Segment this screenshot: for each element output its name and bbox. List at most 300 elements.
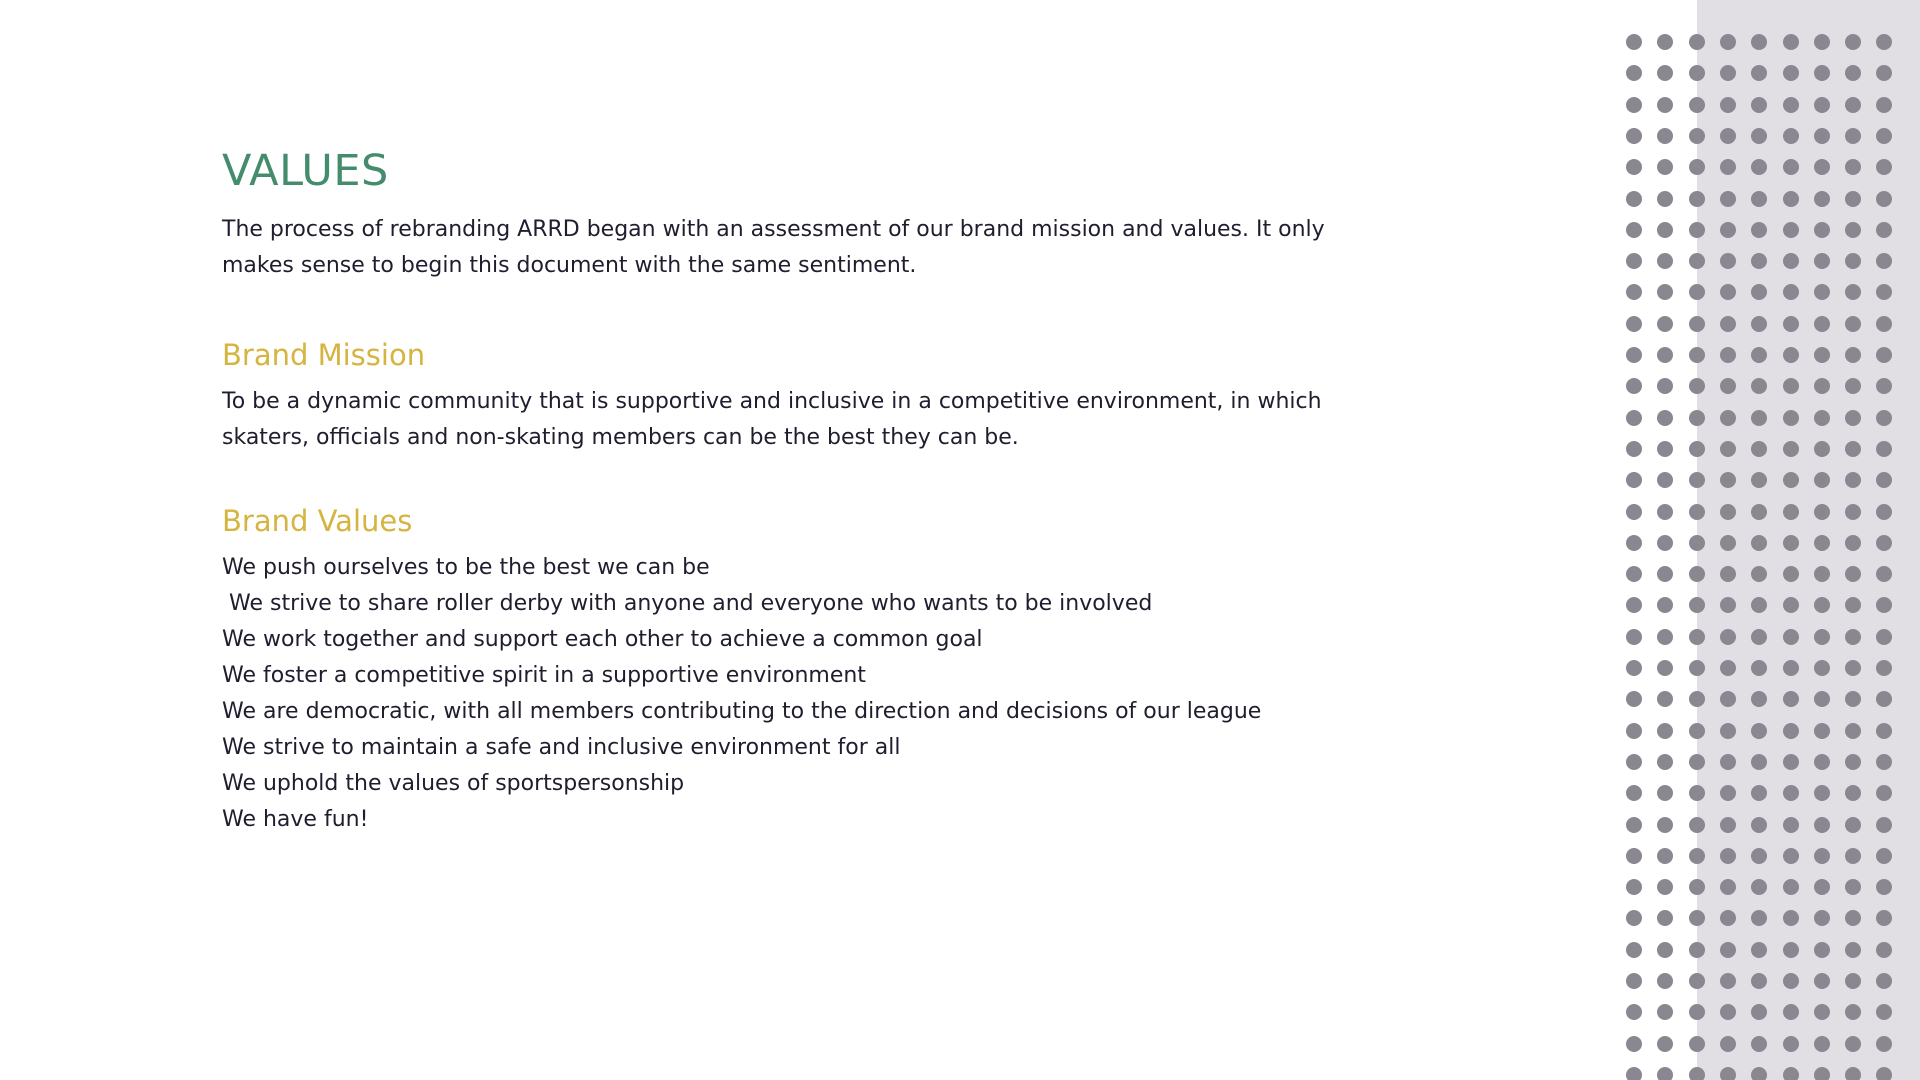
pattern-dot: [1720, 472, 1736, 488]
pattern-dot: [1783, 441, 1799, 457]
pattern-dot: [1751, 316, 1767, 332]
pattern-dot: [1814, 128, 1830, 144]
pattern-dot: [1720, 253, 1736, 269]
pattern-dot: [1657, 723, 1673, 739]
pattern-dot: [1876, 597, 1892, 613]
pattern-dot: [1876, 754, 1892, 770]
pattern-dot: [1689, 723, 1705, 739]
pattern-dot: [1876, 910, 1892, 926]
pattern-dot: [1626, 34, 1642, 50]
pattern-dot: [1657, 1004, 1673, 1020]
pattern-dot: [1626, 1036, 1642, 1052]
pattern-dot: [1626, 942, 1642, 958]
pattern-dot: [1814, 410, 1830, 426]
pattern-dot: [1751, 410, 1767, 426]
pattern-dot: [1814, 504, 1830, 520]
pattern-dot: [1845, 191, 1861, 207]
value-item: We uphold the values of sportspersonship: [222, 771, 685, 796]
pattern-dot: [1845, 754, 1861, 770]
pattern-dot: [1657, 128, 1673, 144]
pattern-dot: [1689, 97, 1705, 113]
pattern-dot: [1626, 410, 1642, 426]
pattern-dot: [1626, 504, 1642, 520]
pattern-dot: [1814, 785, 1830, 801]
pattern-dot: [1876, 723, 1892, 739]
pattern-dot: [1720, 316, 1736, 332]
pattern-dot: [1814, 159, 1830, 175]
pattern-dot: [1689, 378, 1705, 394]
pattern-dot: [1720, 629, 1736, 645]
pattern-dot: [1751, 34, 1767, 50]
pattern-dot: [1720, 128, 1736, 144]
pattern-dot: [1783, 1004, 1799, 1020]
pattern-dot: [1657, 660, 1673, 676]
pattern-dot: [1751, 191, 1767, 207]
pattern-dot: [1751, 723, 1767, 739]
pattern-dot: [1626, 378, 1642, 394]
pattern-dot: [1689, 65, 1705, 81]
pattern-dot: [1689, 316, 1705, 332]
pattern-dot: [1845, 535, 1861, 551]
pattern-dot: [1751, 1004, 1767, 1020]
pattern-dot: [1720, 97, 1736, 113]
page-title: VALUES: [222, 146, 389, 196]
pattern-dot: [1876, 817, 1892, 833]
pattern-dot: [1657, 378, 1673, 394]
pattern-dot: [1720, 535, 1736, 551]
pattern-dot: [1657, 754, 1673, 770]
pattern-dot: [1783, 973, 1799, 989]
pattern-dot: [1814, 34, 1830, 50]
pattern-dot: [1845, 222, 1861, 238]
pattern-dot: [1751, 1036, 1767, 1052]
pattern-dot: [1626, 817, 1642, 833]
pattern-dot: [1751, 159, 1767, 175]
pattern-dot: [1720, 817, 1736, 833]
pattern-dot: [1626, 723, 1642, 739]
pattern-dot: [1783, 410, 1799, 426]
pattern-dot: [1876, 1036, 1892, 1052]
pattern-dot: [1626, 222, 1642, 238]
pattern-dot: [1626, 879, 1642, 895]
pattern-dot: [1845, 34, 1861, 50]
pattern-dot: [1626, 629, 1642, 645]
pattern-dot: [1657, 316, 1673, 332]
pattern-dot: [1845, 410, 1861, 426]
pattern-dot: [1876, 378, 1892, 394]
pattern-dot: [1783, 253, 1799, 269]
pattern-dot: [1626, 597, 1642, 613]
pattern-dot: [1626, 284, 1642, 300]
pattern-dot: [1845, 1004, 1861, 1020]
pattern-dot: [1783, 378, 1799, 394]
pattern-dot: [1845, 566, 1861, 582]
pattern-dot: [1720, 754, 1736, 770]
pattern-dot: [1689, 222, 1705, 238]
pattern-dot: [1751, 848, 1767, 864]
pattern-dot: [1783, 1067, 1799, 1080]
pattern-dot: [1876, 942, 1892, 958]
pattern-dot: [1751, 378, 1767, 394]
pattern-dot: [1689, 629, 1705, 645]
pattern-dot: [1689, 472, 1705, 488]
pattern-dot: [1876, 128, 1892, 144]
pattern-dot: [1689, 691, 1705, 707]
pattern-dot: [1626, 535, 1642, 551]
pattern-dot: [1626, 441, 1642, 457]
pattern-dot: [1814, 879, 1830, 895]
pattern-dot: [1814, 973, 1830, 989]
pattern-dot: [1751, 128, 1767, 144]
pattern-dot: [1783, 347, 1799, 363]
pattern-dot: [1689, 441, 1705, 457]
pattern-dot: [1626, 159, 1642, 175]
pattern-dot: [1720, 378, 1736, 394]
pattern-dot: [1657, 817, 1673, 833]
pattern-dot: [1814, 1036, 1830, 1052]
pattern-dot: [1876, 629, 1892, 645]
pattern-dot: [1814, 1067, 1830, 1080]
pattern-dot: [1783, 754, 1799, 770]
pattern-dot: [1689, 848, 1705, 864]
pattern-dot: [1657, 284, 1673, 300]
pattern-dot: [1876, 284, 1892, 300]
pattern-dot: [1876, 34, 1892, 50]
value-item: We foster a competitive spirit in a supportive environment: [222, 663, 866, 688]
pattern-dot: [1876, 253, 1892, 269]
pattern-dot: [1751, 817, 1767, 833]
pattern-dot: [1751, 785, 1767, 801]
pattern-dot: [1751, 566, 1767, 582]
pattern-dot: [1751, 629, 1767, 645]
pattern-dot: [1814, 284, 1830, 300]
pattern-dot: [1845, 504, 1861, 520]
pattern-dot: [1783, 629, 1799, 645]
pattern-dot: [1876, 879, 1892, 895]
pattern-dot: [1720, 441, 1736, 457]
pattern-dot: [1783, 316, 1799, 332]
pattern-dot: [1689, 34, 1705, 50]
pattern-dot: [1876, 316, 1892, 332]
pattern-dot: [1814, 253, 1830, 269]
pattern-dot: [1720, 1036, 1736, 1052]
pattern-dot: [1657, 347, 1673, 363]
pattern-dot: [1689, 660, 1705, 676]
pattern-dot: [1657, 785, 1673, 801]
pattern-dot: [1845, 942, 1861, 958]
value-item: We have fun!: [222, 807, 369, 832]
pattern-dot: [1626, 973, 1642, 989]
pattern-dot: [1720, 942, 1736, 958]
pattern-dot: [1814, 535, 1830, 551]
pattern-dot: [1657, 942, 1673, 958]
pattern-dot: [1689, 1067, 1705, 1080]
pattern-dot: [1845, 472, 1861, 488]
pattern-dot: [1783, 159, 1799, 175]
brand-values-list: [222, 550, 1362, 838]
pattern-dot: [1845, 159, 1861, 175]
pattern-dot: [1689, 942, 1705, 958]
pattern-dot: [1876, 472, 1892, 488]
pattern-dot: [1626, 691, 1642, 707]
pattern-dot: [1845, 284, 1861, 300]
value-item: We strive to share roller derby with anyone and everyone who wants to be involved: [222, 591, 1153, 616]
pattern-dot: [1657, 159, 1673, 175]
pattern-dot: [1626, 253, 1642, 269]
pattern-dot: [1814, 65, 1830, 81]
pattern-dot: [1783, 597, 1799, 613]
pattern-dot: [1657, 1067, 1673, 1080]
pattern-dot: [1783, 472, 1799, 488]
pattern-dot: [1657, 1036, 1673, 1052]
pattern-dot: [1814, 316, 1830, 332]
pattern-dot: [1689, 973, 1705, 989]
pattern-dot: [1783, 785, 1799, 801]
value-item: We strive to maintain a safe and inclusive environment for all: [222, 735, 901, 760]
pattern-dot: [1814, 472, 1830, 488]
pattern-dot: [1783, 284, 1799, 300]
pattern-dot: [1783, 1036, 1799, 1052]
pattern-dot: [1720, 191, 1736, 207]
pattern-dot: [1783, 691, 1799, 707]
pattern-dot: [1751, 1067, 1767, 1080]
pattern-dot: [1876, 535, 1892, 551]
pattern-dot: [1657, 691, 1673, 707]
value-item: We push ourselves to be the best we can be: [222, 555, 710, 580]
pattern-dot: [1720, 1067, 1736, 1080]
pattern-dot: [1720, 410, 1736, 426]
pattern-dot: [1720, 660, 1736, 676]
pattern-dot: [1657, 34, 1673, 50]
pattern-dot: [1689, 410, 1705, 426]
pattern-dot: [1751, 879, 1767, 895]
pattern-dot: [1783, 222, 1799, 238]
pattern-dot: [1626, 1004, 1642, 1020]
pattern-dot: [1751, 754, 1767, 770]
pattern-dot: [1876, 410, 1892, 426]
dot-pattern: [1622, 0, 1920, 1080]
pattern-dot: [1783, 942, 1799, 958]
pattern-dot: [1657, 97, 1673, 113]
pattern-dot: [1814, 660, 1830, 676]
pattern-dot: [1657, 191, 1673, 207]
values-page-content: [222, 146, 1362, 838]
pattern-dot: [1845, 316, 1861, 332]
pattern-dot: [1657, 65, 1673, 81]
pattern-dot: [1689, 535, 1705, 551]
pattern-dot: [1876, 660, 1892, 676]
pattern-dot: [1845, 253, 1861, 269]
pattern-dot: [1876, 785, 1892, 801]
pattern-dot: [1783, 817, 1799, 833]
pattern-dot: [1751, 597, 1767, 613]
pattern-dot: [1689, 504, 1705, 520]
pattern-dot: [1751, 222, 1767, 238]
pattern-dot: [1783, 848, 1799, 864]
pattern-dot: [1689, 284, 1705, 300]
pattern-dot: [1689, 566, 1705, 582]
pattern-dot: [1657, 566, 1673, 582]
pattern-dot: [1720, 848, 1736, 864]
pattern-dot: [1876, 441, 1892, 457]
pattern-dot: [1876, 159, 1892, 175]
pattern-dot: [1814, 754, 1830, 770]
pattern-dot: [1751, 441, 1767, 457]
pattern-dot: [1689, 597, 1705, 613]
pattern-dot: [1720, 691, 1736, 707]
pattern-dot: [1876, 1067, 1892, 1080]
pattern-dot: [1845, 629, 1861, 645]
pattern-dot: [1626, 128, 1642, 144]
pattern-dot: [1783, 65, 1799, 81]
pattern-dot: [1783, 504, 1799, 520]
pattern-dot: [1814, 942, 1830, 958]
pattern-dot: [1626, 785, 1642, 801]
pattern-dot: [1814, 597, 1830, 613]
pattern-dot: [1720, 504, 1736, 520]
pattern-dot: [1845, 879, 1861, 895]
pattern-dot: [1751, 97, 1767, 113]
pattern-dot: [1783, 566, 1799, 582]
pattern-dot: [1626, 472, 1642, 488]
pattern-dot: [1751, 504, 1767, 520]
pattern-dot: [1876, 973, 1892, 989]
pattern-dot: [1689, 1036, 1705, 1052]
pattern-dot: [1814, 723, 1830, 739]
pattern-dot: [1657, 629, 1673, 645]
pattern-dot: [1626, 910, 1642, 926]
pattern-dot: [1814, 691, 1830, 707]
pattern-dot: [1814, 1004, 1830, 1020]
brand-values-heading: Brand Values: [222, 504, 413, 538]
pattern-dot: [1626, 754, 1642, 770]
pattern-dot: [1689, 128, 1705, 144]
pattern-dot: [1657, 253, 1673, 269]
pattern-dot: [1626, 660, 1642, 676]
pattern-dot: [1845, 347, 1861, 363]
pattern-dot: [1783, 910, 1799, 926]
pattern-dot: [1626, 65, 1642, 81]
pattern-dot: [1720, 910, 1736, 926]
pattern-dot: [1626, 1067, 1642, 1080]
pattern-dot: [1845, 910, 1861, 926]
pattern-dot: [1689, 817, 1705, 833]
pattern-dot: [1845, 441, 1861, 457]
pattern-dot: [1751, 65, 1767, 81]
pattern-dot: [1720, 566, 1736, 582]
pattern-dot: [1720, 785, 1736, 801]
pattern-dot: [1845, 848, 1861, 864]
pattern-dot: [1657, 472, 1673, 488]
pattern-dot: [1689, 879, 1705, 895]
pattern-dot: [1657, 222, 1673, 238]
pattern-dot: [1720, 1004, 1736, 1020]
pattern-dot: [1751, 910, 1767, 926]
pattern-dot: [1845, 1067, 1861, 1080]
pattern-dot: [1845, 97, 1861, 113]
pattern-dot: [1751, 660, 1767, 676]
pattern-dot: [1626, 566, 1642, 582]
pattern-dot: [1626, 316, 1642, 332]
pattern-dot: [1626, 97, 1642, 113]
pattern-dot: [1720, 65, 1736, 81]
pattern-dot: [1876, 848, 1892, 864]
pattern-dot: [1751, 691, 1767, 707]
pattern-dot: [1720, 973, 1736, 989]
pattern-dot: [1845, 1036, 1861, 1052]
pattern-dot: [1876, 566, 1892, 582]
pattern-dot: [1814, 441, 1830, 457]
pattern-dot: [1814, 191, 1830, 207]
pattern-dot: [1689, 785, 1705, 801]
pattern-dot: [1657, 535, 1673, 551]
pattern-dot: [1657, 973, 1673, 989]
pattern-dot: [1814, 222, 1830, 238]
pattern-dot: [1845, 597, 1861, 613]
pattern-dot: [1689, 159, 1705, 175]
pattern-dot: [1689, 347, 1705, 363]
pattern-dot: [1720, 347, 1736, 363]
pattern-dot: [1626, 347, 1642, 363]
pattern-dot: [1783, 128, 1799, 144]
pattern-dot: [1845, 65, 1861, 81]
pattern-dot: [1751, 472, 1767, 488]
pattern-dot: [1783, 660, 1799, 676]
pattern-dot: [1814, 378, 1830, 394]
pattern-dot: [1689, 910, 1705, 926]
pattern-dot: [1720, 597, 1736, 613]
pattern-dot: [1751, 347, 1767, 363]
value-item: We work together and support each other to achieve a common goal: [222, 627, 983, 652]
pattern-dot: [1814, 910, 1830, 926]
pattern-dot: [1783, 97, 1799, 113]
pattern-dot: [1626, 848, 1642, 864]
pattern-dot: [1657, 441, 1673, 457]
pattern-dot: [1689, 1004, 1705, 1020]
pattern-dot: [1876, 1004, 1892, 1020]
pattern-dot: [1689, 191, 1705, 207]
pattern-dot: [1814, 629, 1830, 645]
pattern-dot: [1876, 504, 1892, 520]
pattern-dot: [1689, 253, 1705, 269]
pattern-dot: [1814, 97, 1830, 113]
pattern-dot: [1814, 817, 1830, 833]
pattern-dot: [1845, 723, 1861, 739]
pattern-dot: [1720, 284, 1736, 300]
pattern-dot: [1783, 535, 1799, 551]
pattern-dot: [1876, 65, 1892, 81]
pattern-dot: [1845, 817, 1861, 833]
pattern-dot: [1845, 128, 1861, 144]
pattern-dot: [1657, 410, 1673, 426]
pattern-dot: [1657, 879, 1673, 895]
pattern-dot: [1657, 504, 1673, 520]
pattern-dot: [1783, 723, 1799, 739]
pattern-dot: [1751, 284, 1767, 300]
pattern-dot: [1720, 159, 1736, 175]
brand-mission-heading: Brand Mission: [222, 338, 426, 372]
pattern-dot: [1876, 222, 1892, 238]
pattern-dot: [1814, 347, 1830, 363]
pattern-dot: [1876, 347, 1892, 363]
pattern-dot: [1720, 34, 1736, 50]
pattern-dot: [1876, 691, 1892, 707]
pattern-dot: [1751, 973, 1767, 989]
pattern-dot: [1626, 191, 1642, 207]
pattern-dot: [1814, 848, 1830, 864]
pattern-dot: [1783, 34, 1799, 50]
pattern-dot: [1845, 691, 1861, 707]
